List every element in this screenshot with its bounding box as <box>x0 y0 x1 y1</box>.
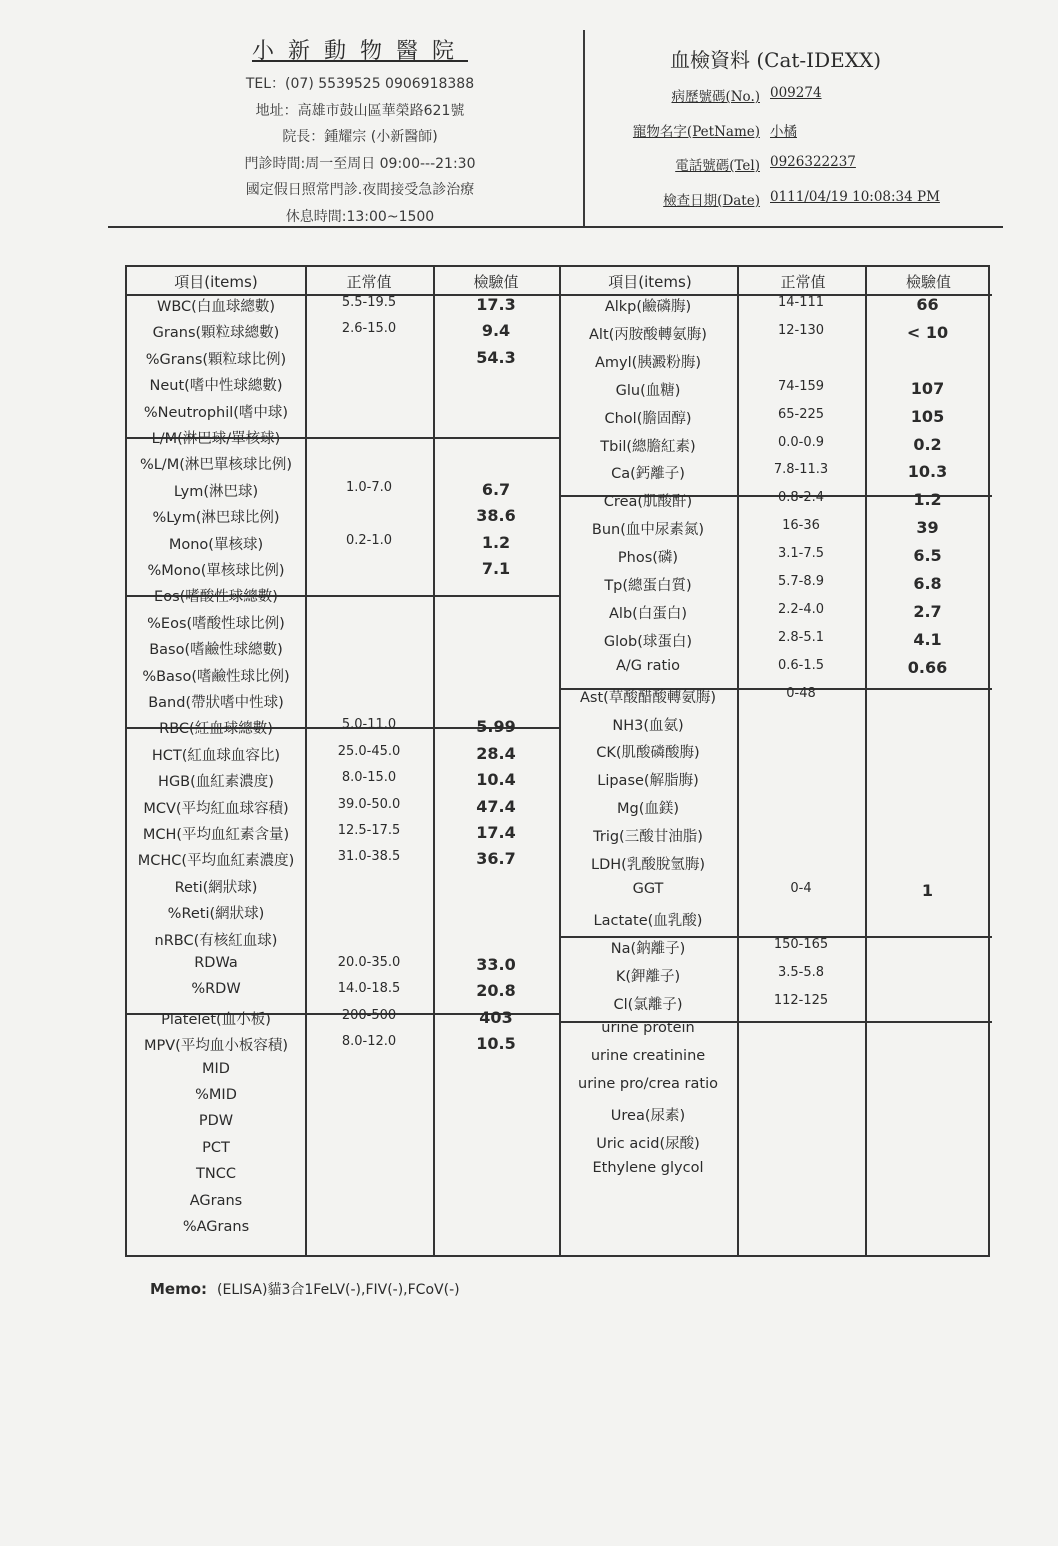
right-row-7-item: Crea(肌酸酐) <box>603 494 693 511</box>
right-row-13-item: A/G ratio <box>615 657 681 674</box>
right-row-12-item: Glob(球蛋白) <box>603 633 693 650</box>
right-range-header: 正常值 <box>780 273 826 291</box>
info-row-pet-name <box>600 120 1000 155</box>
right-row-5-range: 0.0-0.9 <box>777 434 825 450</box>
right-row-0-value: 66 <box>916 295 939 314</box>
left-row-25-value: 33.0 <box>476 955 516 974</box>
right-row-11-range: 2.2-4.0 <box>777 601 825 617</box>
left-row-15-item: Band(帶狀嗜中性球) <box>148 695 284 711</box>
left-row-6-item: %L/M(淋巴單核球比例) <box>139 457 293 474</box>
left-row-25-range: 20.0-35.0 <box>337 955 401 970</box>
memo-text: (ELISA)貓3合1FeLV(-),FIV(-),FCoV(-) <box>217 1282 460 1298</box>
right-row-25-range: 112-125 <box>773 992 829 1008</box>
right-row-26-item: urine protein <box>601 1020 695 1037</box>
left-value-header: 檢驗值 <box>473 273 519 291</box>
date-value: 0111/04/19 10:08:34 PM <box>770 188 940 205</box>
memo <box>150 1279 460 1299</box>
left-row-30-item: %MID <box>195 1087 237 1103</box>
left-row-4-item: %Neutrophil(嗜中球) <box>143 404 289 421</box>
right-row-8-value: 39 <box>916 518 939 538</box>
date-label: 檢查日期(Date) <box>663 192 760 209</box>
left-row-10-item: %Mono(單核球比例) <box>147 563 285 579</box>
right-row-6-range: 7.8-11.3 <box>773 462 829 478</box>
left-row-28-range: 8.0-12.0 <box>341 1034 397 1050</box>
left-row-11-item: Eos(嗜酸性球總數) <box>154 589 278 606</box>
left-row-13-item: Baso(嗜鹼性球總數) <box>149 642 283 659</box>
left-row-14-item: %Baso(嗜鹼性球比例) <box>142 668 290 685</box>
left-row-7-item: Lym(淋巴球) <box>173 483 259 500</box>
right-row-16-item: CK(肌酸磷酸脢) <box>596 745 700 762</box>
right-row-13-range: 0.6-1.5 <box>777 657 825 673</box>
right-items-header: 項目(items) <box>608 273 692 291</box>
right-row-23-range: 150-165 <box>773 936 829 952</box>
right-row-8-range: 16-36 <box>782 518 820 534</box>
left-row-17-item: HCT(紅血球血容比) <box>151 747 281 764</box>
clinic-director: 院長：鍾耀宗 (小新醫師) <box>282 129 438 145</box>
record-no-label: 病歷號碼(No.) <box>671 89 760 105</box>
left-row-21-value: 36.7 <box>476 849 516 869</box>
left-row-19-item: MCV(平均紅血球容積) <box>143 800 289 817</box>
table-column-divider <box>305 267 307 1255</box>
left-row-31-item: PDW <box>198 1113 234 1130</box>
clinic-address: 地址：高雄市鼓山區華榮路621號 <box>255 102 465 119</box>
left-row-18-value: 10.4 <box>476 770 516 790</box>
right-row-4-item: Chol(膽固醇) <box>604 410 692 427</box>
clinic-holiday: 國定假日照常門診.夜間接受急診治療 <box>245 182 475 198</box>
left-row-5-item: L/M(淋巴球/單核球) <box>151 431 281 447</box>
left-row-0-value: 17.3 <box>476 295 516 314</box>
left-row-32-item: PCT <box>202 1139 230 1156</box>
left-row-26-value: 20.8 <box>476 981 516 1001</box>
left-row-3-item: Neut(嗜中性球總數) <box>149 378 283 395</box>
right-row-5-item: Tbil(總膽紅素) <box>600 438 696 455</box>
right-row-18-item: Mg(血鎂) <box>616 801 680 818</box>
left-items-header: 項目(items) <box>174 273 258 291</box>
right-row-25-item: Cl(氯離子) <box>613 996 683 1013</box>
right-row-21-value: 1 <box>921 880 934 900</box>
left-row-20-range: 12.5-17.5 <box>337 823 401 838</box>
clinic-header <box>150 34 570 230</box>
right-row-4-range: 65-225 <box>777 406 825 422</box>
left-row-16-range: 5.0-11.0 <box>341 717 397 733</box>
pet-name-label: 寵物名字(PetName) <box>632 123 760 140</box>
left-row-22-item: Reti(網狀球) <box>174 879 258 896</box>
right-row-12-range: 2.8-5.1 <box>777 629 825 645</box>
left-range-header: 正常值 <box>346 273 392 291</box>
right-row-11-value: 2.7 <box>913 601 942 621</box>
right-row-21-item: GGT <box>632 880 664 897</box>
left-row-35-item: %AGrans <box>182 1219 250 1235</box>
header-rule <box>108 226 1003 228</box>
right-row-1-item: Alt(丙胺酸轉氨脢) <box>589 326 707 343</box>
tel-value: 0926322237 <box>770 154 856 170</box>
left-row-17-value: 28.4 <box>476 743 516 763</box>
right-row-13-value: 0.66 <box>907 657 948 677</box>
info-row-tel <box>600 154 1000 189</box>
left-row-19-range: 39.0-50.0 <box>337 796 401 812</box>
right-row-3-item: Glu(血糖) <box>615 382 681 399</box>
left-row-8-item: %Lym(淋巴球比例) <box>152 510 280 527</box>
header-divider <box>583 30 585 228</box>
right-row-30-item: Uric acid(尿酸) <box>596 1136 700 1152</box>
left-row-25-item: RDWa <box>194 955 238 971</box>
right-row-7-range: 0.8-2.4 <box>777 490 825 506</box>
right-row-6-item: Ca(鈣離子) <box>611 466 685 483</box>
left-row-19-value: 47.4 <box>476 796 516 816</box>
memo-label: Memo: <box>150 1280 208 1298</box>
left-row-2-item: %Grans(顆粒球比例) <box>145 351 287 368</box>
left-row-18-range: 8.0-15.0 <box>341 770 397 786</box>
left-row-20-item: MCH(平均血紅素含量) <box>142 827 290 843</box>
right-row-3-range: 74-159 <box>777 378 825 394</box>
left-row-2-value: 54.3 <box>476 347 516 367</box>
left-row-28-item: MPV(平均血小板容積) <box>144 1038 288 1055</box>
clinic-rest-hours: 休息時間:13:00~1500 <box>285 208 435 225</box>
left-row-21-item: MCHC(平均血紅素濃度) <box>137 853 295 870</box>
left-row-27-value: 403 <box>479 1007 513 1027</box>
results-table <box>125 265 990 1257</box>
right-row-29-item: Urea(尿素) <box>610 1108 686 1125</box>
left-row-8-value: 38.6 <box>476 506 516 526</box>
left-row-23-item: %Reti(網狀球) <box>167 906 265 923</box>
left-row-17-range: 25.0-45.0 <box>337 743 401 759</box>
right-row-27-item: urine creatinine <box>590 1048 706 1065</box>
right-row-6-value: 10.3 <box>907 462 948 482</box>
right-row-8-item: Bun(血中尿素氮) <box>591 522 705 539</box>
left-row-33-item: TNCC <box>196 1166 236 1183</box>
right-row-28-item: urine pro/crea ratio <box>578 1076 718 1093</box>
left-row-27-item: Platelet(血小板) <box>161 1011 271 1028</box>
right-row-0-range: 14-111 <box>777 295 825 310</box>
right-row-4-value: 105 <box>910 406 945 426</box>
left-row-26-item: %RDW <box>191 981 241 998</box>
left-row-16-value: 5.99 <box>476 717 516 737</box>
right-row-22-item: Lactate(血乳酸) <box>593 912 703 929</box>
clinic-hours: 門診時間:周一至周日 09:00---21:30 <box>244 155 476 172</box>
left-row-9-item: Mono(單核球) <box>168 536 264 553</box>
right-row-14-range: 0-48 <box>786 685 816 701</box>
left-row-9-range: 0.2-1.0 <box>345 532 393 548</box>
right-row-15-item: NH3(血氨) <box>612 717 684 734</box>
left-row-34-item: AGrans <box>189 1192 243 1209</box>
left-row-1-range: 2.6-15.0 <box>341 321 397 337</box>
right-row-1-value: < 10 <box>906 322 949 342</box>
right-row-7-value: 1.2 <box>913 490 942 510</box>
report-title: 血檢資料 (Cat-IDEXX) <box>670 48 881 72</box>
left-row-26-range: 14.0-18.5 <box>337 981 401 997</box>
right-row-0-item: Alkp(鹼磷脢) <box>604 299 692 315</box>
info-row-record-no <box>600 85 1000 120</box>
left-row-16-item: RBC(紅血球總數) <box>159 721 273 738</box>
right-row-19-item: Trig(三酸甘油脂) <box>593 829 703 846</box>
left-row-0-item: WBC(白血球總數) <box>157 299 275 315</box>
right-row-14-item: Ast(草酸醋酸轉氨脢) <box>580 689 716 706</box>
right-row-10-value: 6.8 <box>913 574 942 593</box>
clinic-tel: TEL：(07) 5539525 0906918388 <box>245 76 475 92</box>
pet-name-value: 小橘 <box>770 123 797 140</box>
right-row-10-range: 5.7-8.9 <box>777 574 825 589</box>
report-header <box>600 44 1000 223</box>
left-row-21-range: 31.0-38.5 <box>337 849 401 865</box>
right-row-12-value: 4.1 <box>913 629 942 649</box>
right-row-9-range: 3.1-7.5 <box>777 546 825 562</box>
left-row-1-value: 9.4 <box>481 321 511 341</box>
right-row-9-value: 6.5 <box>913 546 942 566</box>
left-row-20-value: 17.4 <box>476 823 516 842</box>
right-row-10-item: Tp(總蛋白質) <box>604 578 692 594</box>
right-row-24-item: K(鉀離子) <box>615 968 681 985</box>
right-row-17-item: Lipase(解脂脢) <box>597 773 699 790</box>
right-row-2-item: Amyl(胰澱粉脢) <box>595 354 701 371</box>
right-row-1-range: 12-130 <box>777 322 825 338</box>
right-row-3-value: 107 <box>910 378 945 398</box>
left-row-27-range: 200-500 <box>341 1007 397 1023</box>
clinic-name: 小新動物醫院 <box>251 39 468 64</box>
right-value-header: 檢驗值 <box>905 273 951 291</box>
record-no-value: 009274 <box>770 85 822 101</box>
right-row-24-range: 3.5-5.8 <box>777 964 825 980</box>
left-row-12-item: %Eos(嗜酸性球比例) <box>147 615 285 632</box>
left-row-9-value: 1.2 <box>481 532 511 552</box>
right-row-23-item: Na(鈉離子) <box>610 940 686 957</box>
right-row-5-value: 0.2 <box>913 434 942 454</box>
right-row-9-item: Phos(磷) <box>617 550 679 567</box>
left-row-10-value: 7.1 <box>481 559 511 578</box>
left-row-0-range: 5.5-19.5 <box>341 295 397 310</box>
right-row-11-item: Alb(白蛋白) <box>609 605 687 622</box>
right-row-31-item: Ethylene glycol <box>592 1159 704 1176</box>
left-row-29-item: MID <box>202 1060 230 1077</box>
info-row-date <box>600 189 1000 224</box>
left-row-7-range: 1.0-7.0 <box>345 479 393 495</box>
left-row-24-item: nRBC(有核紅血球) <box>154 932 278 949</box>
left-row-18-item: HGB(血紅素濃度) <box>158 774 274 791</box>
right-row-20-item: LDH(乳酸脫氫脢) <box>591 857 705 873</box>
left-row-1-item: Grans(顆粒球總數) <box>152 325 280 342</box>
tel-label: 電話號碼(Tel) <box>675 158 760 174</box>
right-row-21-range: 0-4 <box>790 880 812 896</box>
left-row-7-value: 6.7 <box>481 479 511 499</box>
left-row-28-value: 10.5 <box>476 1034 516 1054</box>
